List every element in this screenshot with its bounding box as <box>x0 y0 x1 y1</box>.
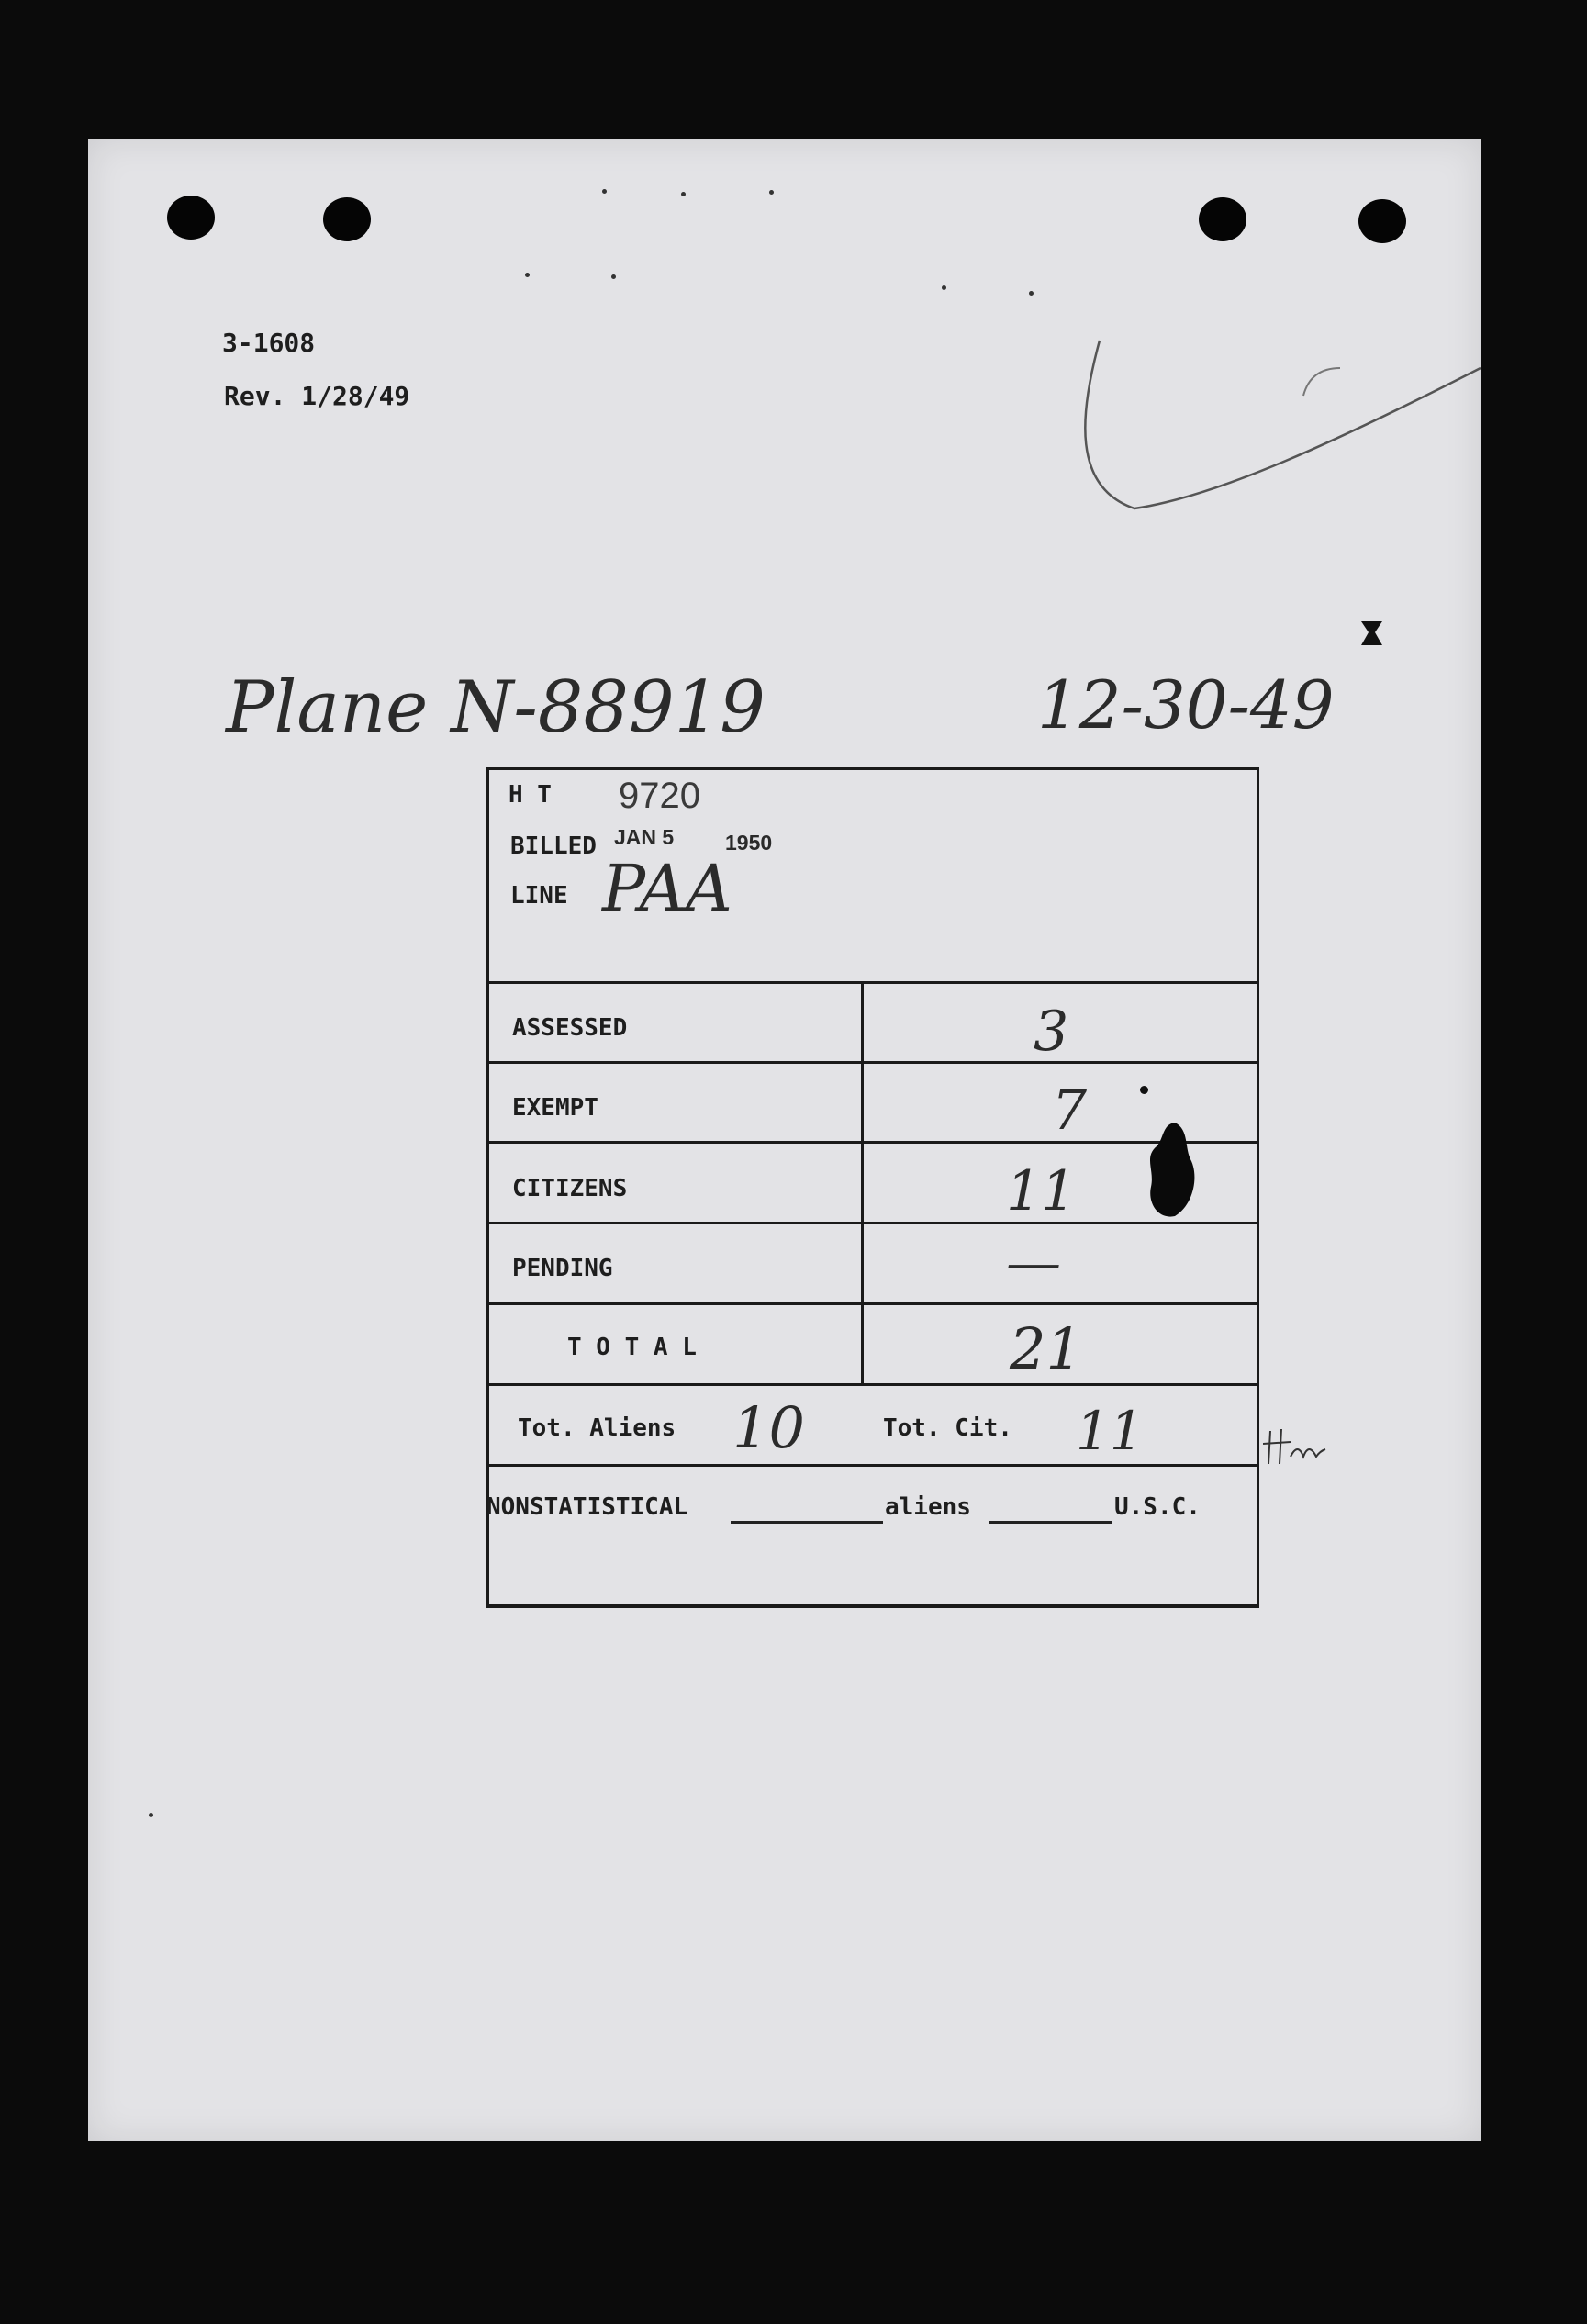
ht-number: 9720 <box>619 776 700 816</box>
nonstatistical-label: NONSTATISTICAL <box>486 1493 688 1521</box>
nonstatistical-aliens-blank <box>731 1521 883 1524</box>
billed-stamp-year: 1950 <box>725 831 773 855</box>
speck <box>525 273 530 277</box>
row-value-citizens: 11 <box>1006 1159 1077 1223</box>
row-label-exempt: EXEMPT <box>512 1094 598 1122</box>
speck <box>149 1813 153 1817</box>
column-divider <box>861 981 864 1385</box>
row-value-exempt: 7 <box>1052 1078 1088 1143</box>
row-divider <box>488 1302 1257 1305</box>
form-revision: Rev. 1/28/49 <box>224 381 410 411</box>
line-value-handwritten: PAA <box>602 851 732 926</box>
row-label-assessed: ASSESSED <box>512 1014 628 1042</box>
table-border-top <box>486 767 1259 770</box>
row-divider <box>488 1061 1257 1064</box>
punch-hole-2 <box>323 197 371 241</box>
total-label: T O T A L <box>567 1334 697 1361</box>
row-divider <box>488 981 1257 984</box>
document-page <box>88 139 1481 2141</box>
speck <box>1140 1086 1148 1094</box>
speck <box>602 189 607 194</box>
nonstatistical-usc-blank <box>989 1521 1112 1524</box>
billed-stamp-date: JAN 5 <box>614 825 675 849</box>
table-border-right <box>1257 767 1259 1608</box>
row-value-assessed: 3 <box>1034 1000 1069 1064</box>
billed-label: BILLED <box>510 832 597 860</box>
ht-label: H T <box>509 781 552 809</box>
plane-handwritten: Plane N-88919 <box>226 666 766 749</box>
speck <box>1029 291 1034 296</box>
row-label-citizens: CITIZENS <box>512 1175 628 1202</box>
punch-hole-1 <box>167 196 215 240</box>
nonstatistical-usc-label: U.S.C. <box>1114 1493 1201 1521</box>
speck <box>942 285 946 290</box>
speck <box>681 192 686 196</box>
nonstatistical-aliens-label: aliens <box>885 1493 971 1521</box>
line-label: LINE <box>510 882 568 910</box>
pencil-stroke <box>1079 304 1483 542</box>
date-handwritten: 12-30-49 <box>1037 666 1335 743</box>
tot-aliens-label: Tot. Aliens <box>518 1414 676 1442</box>
row-divider <box>488 1141 1257 1144</box>
row-label-pending: PENDING <box>512 1255 613 1282</box>
tot-cit-label: Tot. Cit. <box>883 1414 1012 1442</box>
tot-cit-value: 11 <box>1076 1400 1144 1462</box>
row-divider <box>488 1464 1257 1467</box>
form-number: 3-1608 <box>222 328 316 358</box>
table-border-left <box>486 767 489 1608</box>
tot-aliens-value: 10 <box>732 1394 805 1461</box>
total-value: 21 <box>1010 1315 1082 1382</box>
table-border-bottom <box>486 1604 1259 1608</box>
punch-hole-3 <box>1199 197 1246 241</box>
row-divider <box>488 1383 1257 1386</box>
row-value-pending: — <box>1006 1231 1061 1295</box>
speck <box>611 274 616 279</box>
smudge-mark <box>1358 616 1386 653</box>
speck <box>769 190 774 195</box>
row-divider <box>488 1222 1257 1224</box>
ink-blot <box>1144 1121 1199 1222</box>
punch-hole-4 <box>1358 199 1406 243</box>
initials-mark <box>1263 1424 1336 1469</box>
